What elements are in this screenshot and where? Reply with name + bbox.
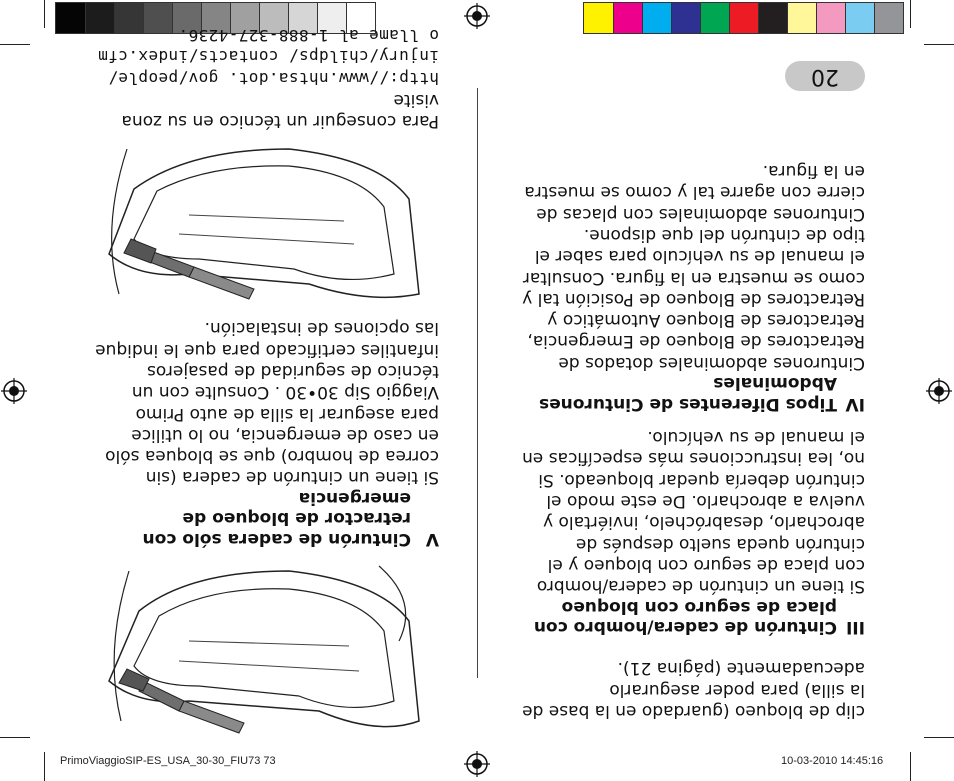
lap-belt-retractor-illustration [89, 139, 439, 309]
left-column [515, 160, 865, 721]
right-column [89, 25, 439, 741]
section-v-title: Cinturón de cadera sólo con retractor de bloqueo de emergencia [142, 488, 411, 549]
column-divider [477, 88, 478, 678]
intro-text: clip de bloqueo (guardado en la base de la silla) para poder asegurarlo adecuadamente (página 21). [522, 658, 865, 721]
section-iv-body: Cinturones abdominales dotados de Retractores de Bloqueo de Emergencia, Retractores de Bloqueo Automático y Retractores de Bloqueo de Posición tal y como se muestra en la figura. Consultar el manual de su vehículo para saber el tipo de cinturón del que dispone. Cinturones abdominales con placas de cierre con agarre tal y como se muestra en la figura. [522, 161, 865, 373]
contact-intro: Para conseguir un técnico en su zona visite [121, 89, 439, 132]
contact-url-line2[interactable]: injury/childps/ contacts/index.cfm [97, 47, 439, 67]
date-slug: 10-03-2010 14:45:16 [781, 755, 884, 767]
contact-url-line1[interactable]: http://www.nhtsa.dot. gov/people/ [107, 68, 439, 88]
file-slug: PrimoViaggioSIP-ES_USA_30-30_FIU73 73 [60, 755, 276, 767]
page-number: 20 [785, 61, 865, 91]
section-iii-title: Cinturón de cadera/hombro con placa de seguro con bloqueo [533, 596, 837, 638]
section-iii-body: Si tiene un cinturón de cadera/hombro con placa de seguro con bloqueo y el cinturón queda suelto después de abrocharlo, desabróchelo, inviértalo y vuelva a abrocharlo. De este modo el cinturón debería quedar bloqueado. Si no, lea instrucciones más específicas en el manual de su vehículo. [522, 427, 865, 597]
section-v-heading [89, 488, 439, 550]
section-iii-heading [515, 596, 865, 637]
section-v-number: V [425, 529, 439, 549]
lap-belt-seat-illustration [89, 551, 439, 741]
section-iv-title: Tipos Diferentes de Cinturones Abdominales [539, 373, 837, 414]
section-iv-heading [515, 373, 865, 414]
section-iv-number: IV [845, 393, 865, 414]
section-v-body: Si tiene un cinturón de cadera (sin correa de hombro) que se bloquea sólo en caso de emergencia, no lo utilice para asegurar la silla de auto Primo Viaggio Sip 30•30 . Consulte con un técnico de seguridad de pasajeros infantiles certificado para que le indique las opciones de instalación. [95, 318, 439, 488]
contact-phone: o llame al 1-888-327-4236. [178, 25, 439, 45]
section-iii-number: III [846, 617, 865, 638]
